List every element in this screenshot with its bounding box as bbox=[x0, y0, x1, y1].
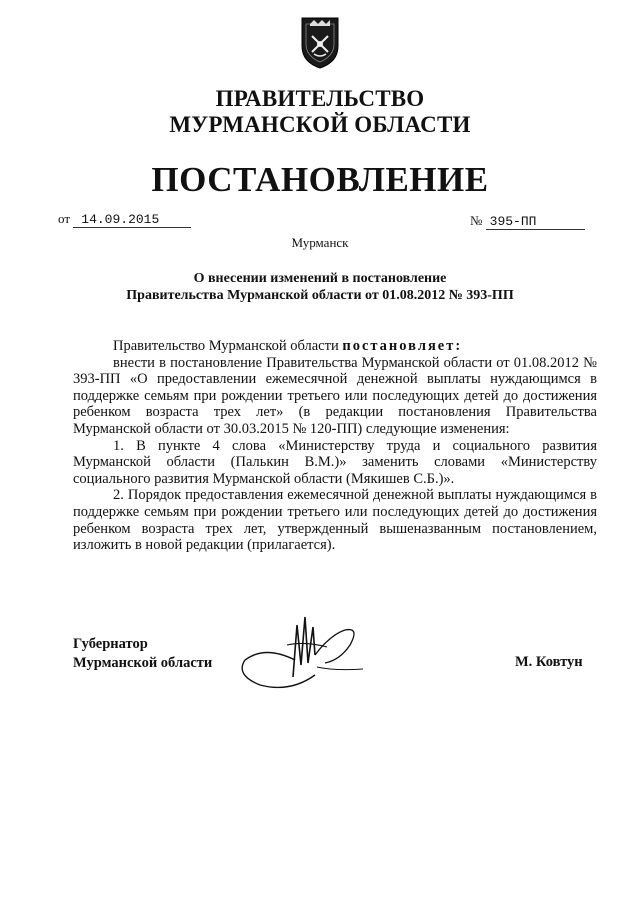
government-name-line1: ПРАВИТЕЛЬСТВО bbox=[215, 86, 425, 111]
intro-text: Правительство Мурманской области bbox=[113, 338, 339, 354]
date-prefix: от bbox=[58, 211, 71, 226]
subject-line1: О внесении изменений в постановление bbox=[193, 271, 447, 286]
document-body bbox=[73, 338, 597, 554]
city-name: Мурманск bbox=[291, 235, 349, 250]
handwritten-signature-icon bbox=[235, 605, 365, 695]
document-number: 395-ПП bbox=[486, 214, 585, 230]
signatory-title bbox=[73, 635, 212, 673]
subject-line2: Правительства Мурманской области от 01.08.2012 № 393-ПП bbox=[126, 288, 514, 303]
signatory-title-line2: Мурманской области bbox=[73, 655, 213, 671]
body-paragraph-1: внести в постановление Правительства Мурманской области от 01.08.2012 № 393-ПП «О предоставлении ежемесячной денежной выплаты нуждающимся в поддержке семьям при рождении третьего или последующих детей до достижения ребенком возраста трех лет» (в редакции постановления Правительства Мурманской области от 30.03.2015 № 120-ПП) следующие изменения: bbox=[73, 354, 597, 437]
coat-of-arms-icon bbox=[298, 14, 342, 70]
signatory-title-line1: Губернатор bbox=[73, 636, 148, 652]
number-prefix: № bbox=[470, 213, 483, 228]
number-field bbox=[470, 213, 585, 230]
document-subject bbox=[0, 270, 640, 304]
document-type-title: ПОСТАНОВЛЕНИЕ bbox=[151, 160, 489, 199]
document-date: 14.09.2015 bbox=[73, 212, 191, 228]
body-intro bbox=[73, 338, 597, 355]
government-name-line2: МУРМАНСКОЙ ОБЛАСТИ bbox=[169, 112, 471, 137]
signatory-name: М. Ковтун bbox=[515, 654, 583, 670]
body-paragraph-2: 1. В пункте 4 слова «Министерству труда и социального развития Мурманской области (Палькин В.М.)» заменить словами «Министерству социального развития Мурманской области (Мякишев С.Б.)». bbox=[73, 437, 597, 487]
date-field bbox=[58, 211, 191, 228]
body-paragraph-3: 2. Порядок предоставления ежемесячной денежной выплаты нуждающимся в поддержке семьям при рождении третьего или последующих детей до достижения ребенком возраста трех лет, утвержденный вышеназванным постановлением, изложить в новой редакции (прилагается). bbox=[73, 487, 597, 554]
intro-resolves: постановляет: bbox=[342, 338, 463, 354]
